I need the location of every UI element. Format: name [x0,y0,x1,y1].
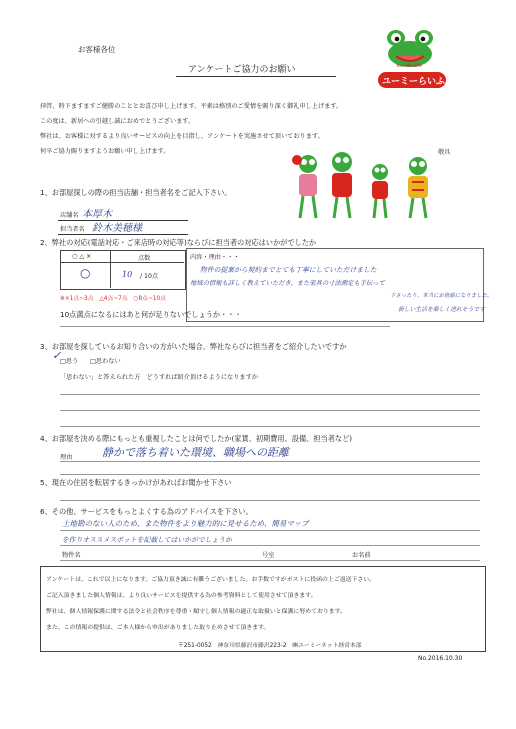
room-number-label: 号室 [262,552,275,559]
page-title: アンケートご協力のお願い [188,65,296,75]
q2-reason-line-2[interactable]: 地域の情報も詳しく教えていただき、また家具の寸法測定も手伝って [190,280,385,287]
footer-address: 〒251-0052 神奈川県藤沢市藤沢223-2 ㈱ユーミーネット経営本部 [178,643,362,649]
footer-line-3: 弊社は、個人情報保護に関する法令と社会秩序を尊重・順守し個人情報の適正な取扱いと保護に努めております。 [46,609,346,615]
logo [374,26,450,98]
intro-line-4: 何卒ご協力賜りますようお願い申し上げます。 [40,148,170,155]
q2-question: 2、弊社の対応(電話対応・ご来店時の対応等)ならびに担当者の対応はいかがでしたか [40,238,317,247]
q3-line-1 [60,394,480,395]
title-underline [176,76,336,77]
frog-mascots-illustration [288,152,450,222]
q2-head-rating: ○ △ × [72,253,92,260]
document-number: No.2016.10.30 [418,655,463,662]
q2-rating-value[interactable]: ○ [80,266,91,280]
q3-followup: 「思わない」と答えられた方 どうすれば紹介頂けるようになりますか [60,374,258,381]
q2-table-divider [60,262,184,263]
q1-staff-value[interactable]: 鈴木美穂様 [92,223,142,234]
q4-reason-label: 理由 [60,454,73,461]
logo-small-text: You-Me-Life [396,64,422,69]
q2-head-score: 点数 [138,255,151,262]
closing: 敬具 [438,149,451,156]
q6-answer-line-2[interactable]: を作りオススメスポットを記載してはいかがでしょうか [62,536,232,544]
q6-question: 6、その他、サービスをもっとよくする為のアドバイスを下さい。 [40,507,253,516]
q3-option-no[interactable]: □思わない [90,358,121,365]
footer-line-1: アンケートは、これで以上になります。ご協力頂き誠に有難うございました。お手数ですがポストに投函の上ご返送下さい。 [46,577,376,583]
q6-line-3 [60,560,480,561]
q3-checkmark-icon: ✓ [52,349,62,362]
q3-line-3 [60,426,480,427]
q6-line-1 [60,530,480,531]
q4-question: 4、お部屋を決める際にもっとも重視したことは何でしたか(家賃、初期費用、設備、担当者など) [40,434,353,443]
q3-line-2 [60,410,480,411]
q6-line-2 [60,545,480,546]
intro-line-3: 弊社は、お客様に対するより良いサービスの向上を目指し、アンケートを実施させて頂いております。 [40,133,324,140]
q2-legend: ※×1点~3点 △4点~7点 ○8点~10点 [60,296,166,302]
customer-name-label: お名前 [352,552,371,559]
q2-table-column-divider [110,250,111,288]
q2-shortfall-question: 10点満点になるにはあと何が足りないでしょうか・・・ [60,310,242,319]
q4-answer[interactable]: 静かで落ち着いた環境、職場への距離 [102,446,289,459]
q2-reason-line-1[interactable]: 物件の提案から契約までとても丁寧にしていただけました [200,266,377,274]
q6-answer-line-1[interactable]: 土地勘のない人のため、また物件をより魅力的に見せるため、簡易マップ [62,519,309,528]
q4-line-2 [60,474,480,475]
q1-store-value[interactable]: 本厚木 [82,209,112,220]
q5-line-1 [60,500,480,501]
footer-line-4: また、この情報の提供は、ご本人様から申出がありました取り止めさせて頂きます。 [46,625,270,631]
frog-logo-icon [374,26,450,98]
intro-line-2: この度は、新居への引越し誠におめでとうございます。 [40,118,195,125]
q5-question: 5、現在の住居を転居するきっかけがあればお聞かせ下さい [40,478,232,487]
q1-question: 1、お部屋探しの際の担当店舗・担当者名をご記入下さい。 [40,188,232,197]
q1-staff-line [58,234,188,235]
q3-question: 3、お部屋を探しているお知り合いの方がいた場合、弊社ならびに担当者をご紹介したいですか [40,342,347,351]
recipient: お客様各位 [78,45,116,54]
q3-option-yes[interactable]: □思う [60,358,79,365]
q1-store-label: 店舗名 [60,212,79,219]
footer-line-2: ご記入頂きました個人情報は、より良いサービスを提供する為の参考資料として使用させて頂きます。 [46,593,317,599]
q2-reason-label: 内容・理由・・・ [190,254,240,261]
q4-line-1 [60,461,480,462]
q2-answer-line [60,326,390,327]
intro-line-1: 拝啓、時下ますますご健勝のこととお喜び申し上げます。平素は格別のご愛情を賜り深く御礼申し上げます。 [40,103,343,110]
q2-reason-line-4[interactable]: 新しい生活を楽しく送れそうです [398,307,485,313]
q1-staff-label: 担当者名 [60,226,85,233]
property-name-label: 物件名 [62,552,81,559]
logo-text: ユーミーらいふ [382,77,446,87]
q2-reason-line-3[interactable]: 下さったり、本当にお世話になりました。 [390,293,493,299]
q2-score-value[interactable]: 10 [122,270,133,279]
q2-score-suffix: / 10点 [140,273,159,280]
